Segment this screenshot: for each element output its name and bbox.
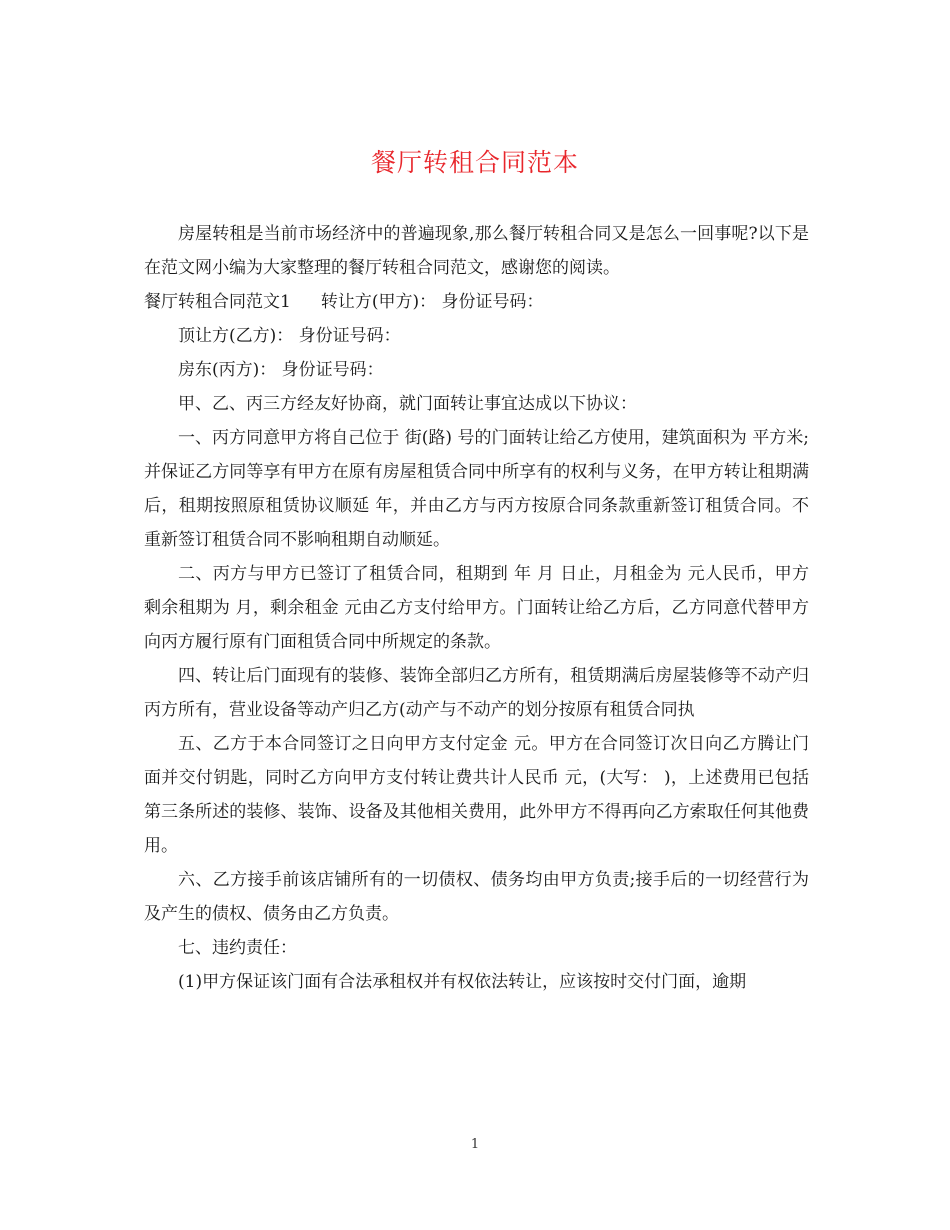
clause-1: 一、丙方同意甲方将自己位于 街(路) 号的门面转让给乙方使用，建筑面积为 平方米;并保证乙方同等享有甲方在原有房屋租赁合同中所享有的权利与义务，在甲方转让租期满后，租期按照原租赁协议顺延 年，并由乙方与丙方按原合同条款重新签订租赁合同。不重新签订租赁合同不影响租期自动顺延。 (144, 428, 809, 550)
party-c-line: 房东(丙方)： 身份证号码： (178, 360, 384, 380)
clause-7-1: (1)甲方保证该门面有合法承租权并有权依法转让，应该按时交付门面，逾期 (178, 972, 747, 992)
document-body (144, 217, 809, 999)
page-number: 1 (470, 1137, 480, 1152)
clause-7: 七、违约责任： (178, 938, 297, 958)
clause-2: 二、丙方与甲方已签订了租赁合同，租期到 年 月 日止，月租金为 元人民币，甲方剩余租期为 月，剩余租金 元由乙方支付给甲方。门面转让给乙方后，乙方同意代替甲方向丙方履行原有门面租赁合同中所规定的条款。 (144, 564, 809, 652)
agreement-line: 甲、乙、丙三方经友好协商，就门面转让事宜达成以下协议： (178, 394, 637, 414)
clause-4: 四、转让后门面现有的装修、装饰全部归乙方所有，租赁期满后房屋装修等不动产归丙方所有，营业设备等动产归乙方(动产与不动产的划分按原有租赁合同执 (144, 666, 809, 720)
clause-5: 五、乙方于本合同签订之日向甲方支付定金 元。甲方在合同签订次日向乙方腾让门面并交付钥匙，同时乙方向甲方支付转让费共计人民币 元，(大写： )，上述费用已包括第三条所述的装修、装饰、设备及其他相关费用，此外甲方不得再向乙方索取任何其他费用。 (144, 734, 809, 856)
section-header-line (144, 285, 809, 319)
clause-6: 六、乙方接手前该店铺所有的一切债权、债务均由甲方负责;接手后的一切经营行为及产生的债权、债务由乙方负责。 (144, 870, 809, 924)
section-label: 餐厅转租合同范文1 (144, 292, 291, 312)
intro-paragraph: 房屋转租是当前市场经济中的普遍现象,那么餐厅转租合同又是怎么一回事呢?以下是在范文网小编为大家整理的餐厅转租合同范文，感谢您的阅读。 (144, 224, 809, 278)
party-a-line: 转让方(甲方)： 身份证号码： (320, 292, 544, 312)
party-b-line: 顶让方(乙方)： 身份证号码： (178, 326, 401, 346)
document-title: 餐厅转租合同范本 (370, 148, 579, 177)
